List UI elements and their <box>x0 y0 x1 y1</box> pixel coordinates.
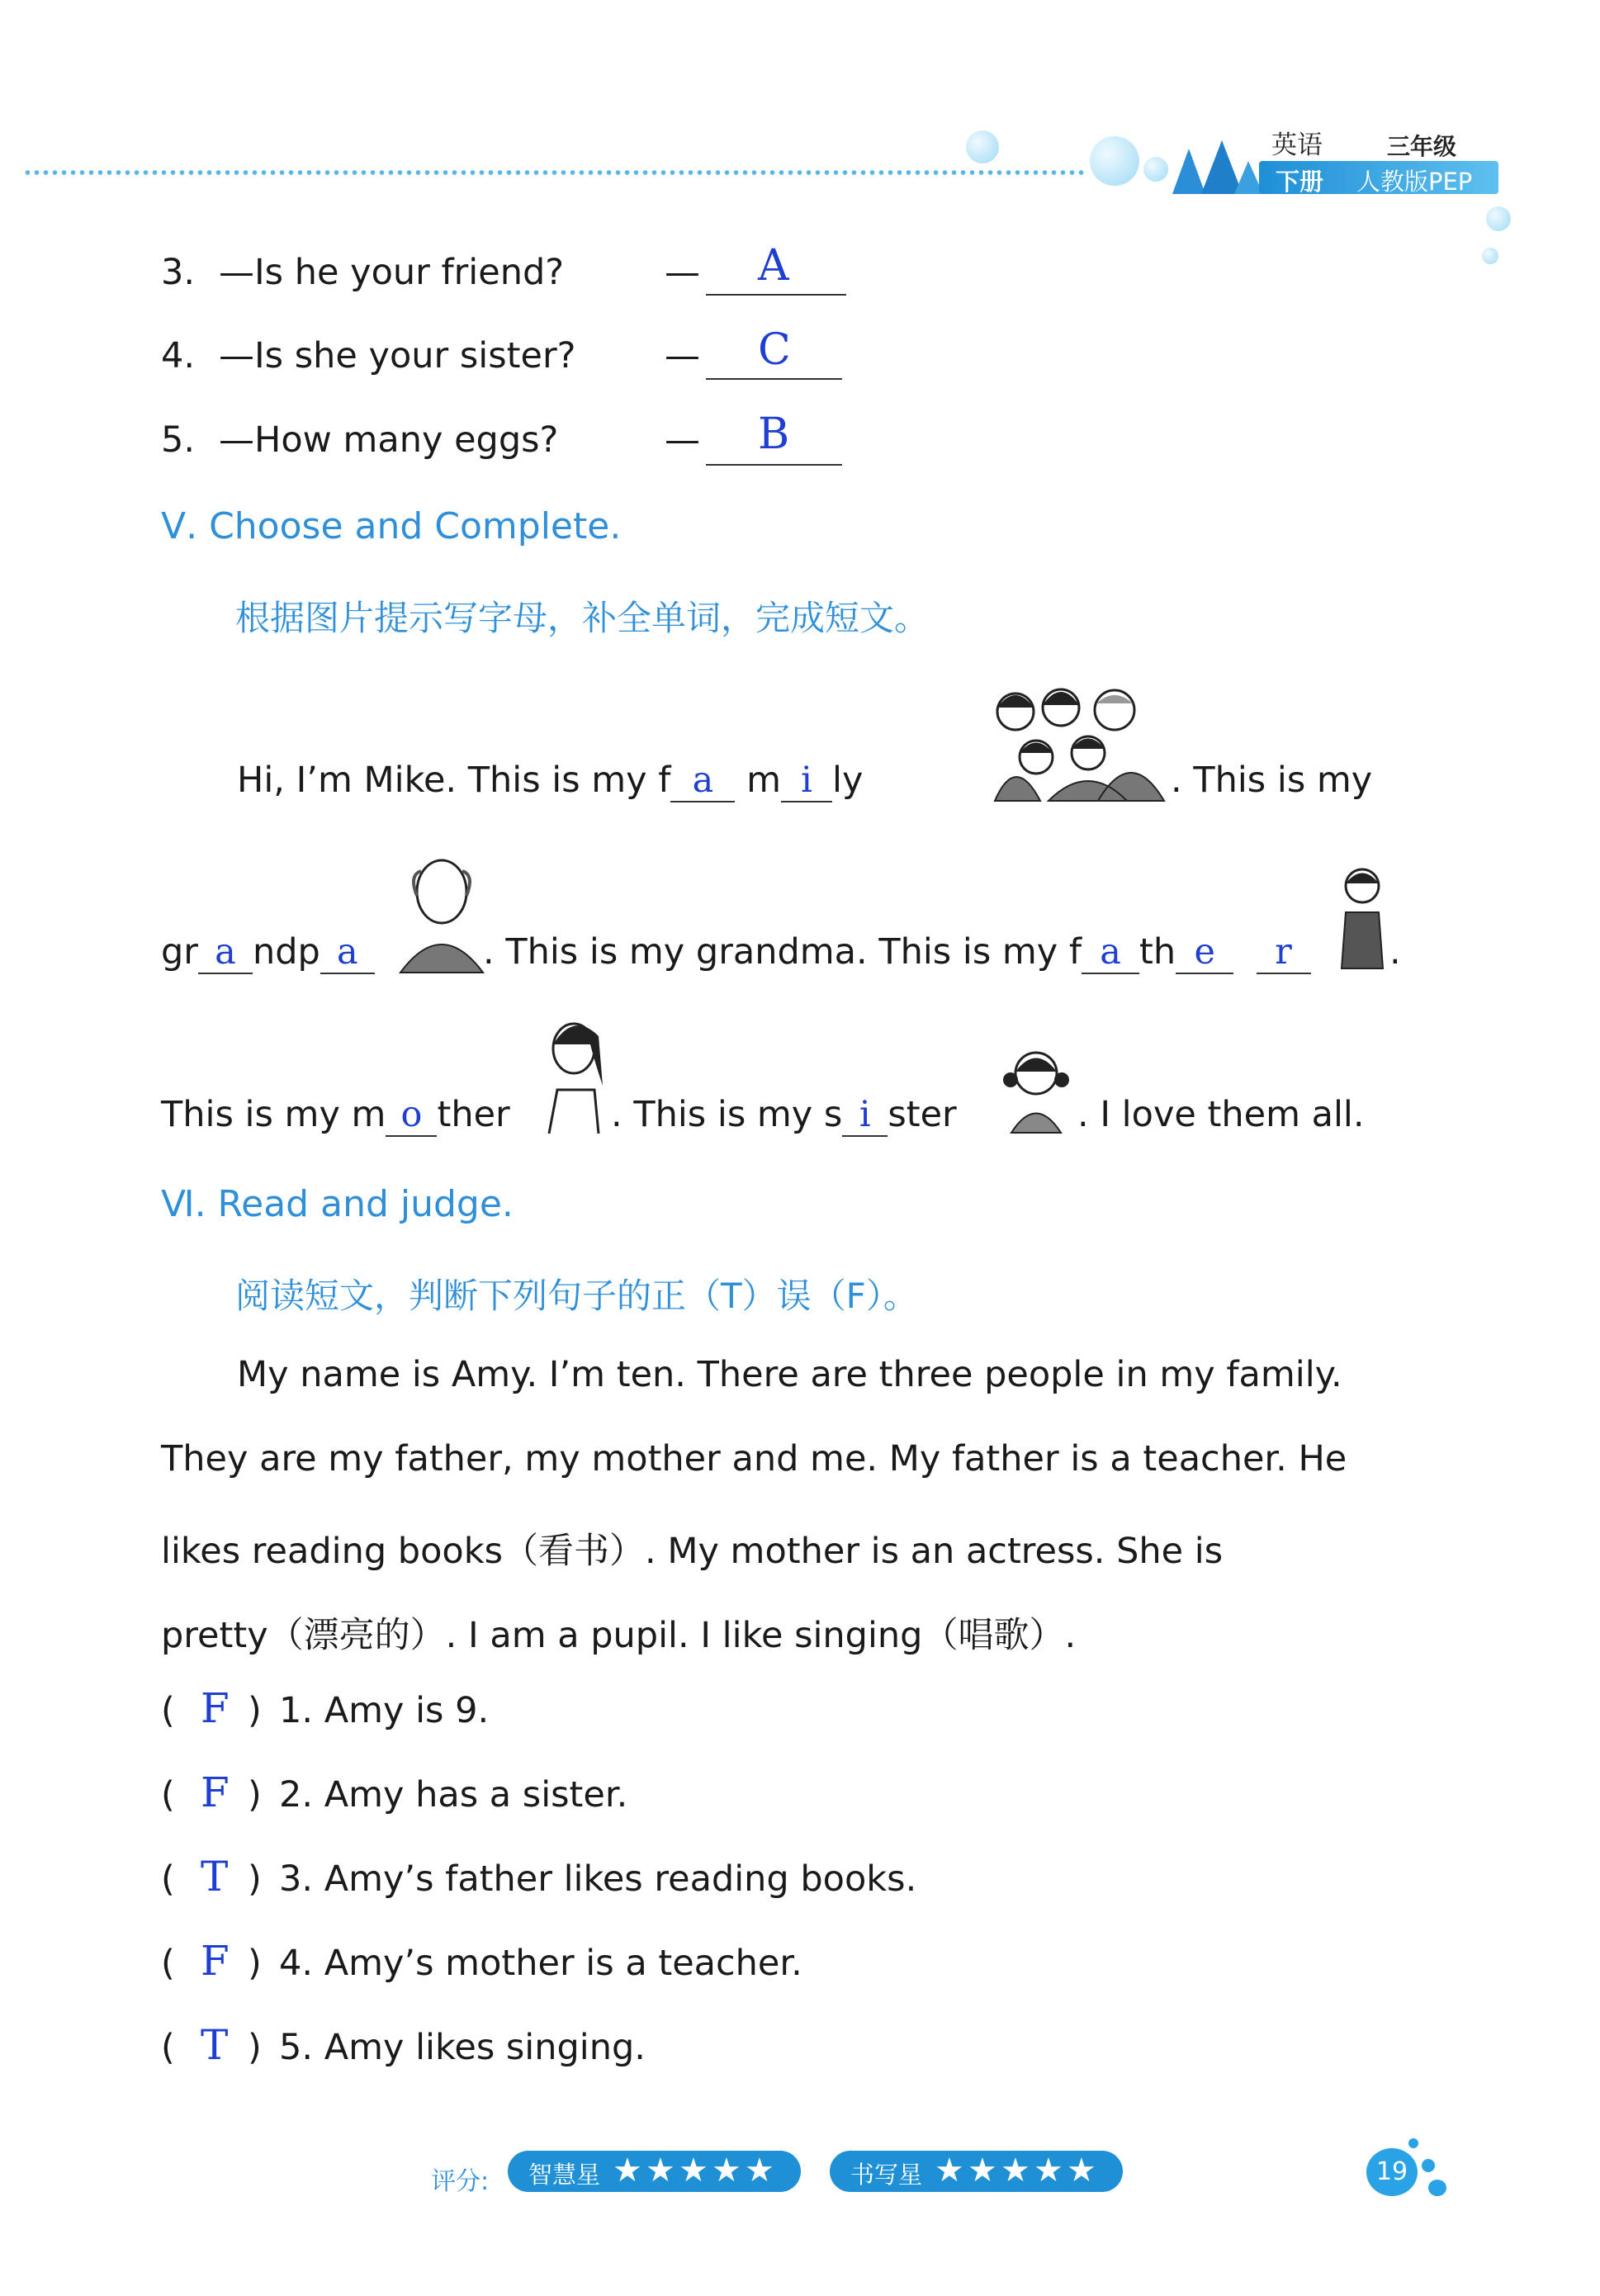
passage-line: They are my father, my mother and me. My father is a teacher. He <box>161 1438 1347 1479</box>
grandpa-picture-icon <box>396 850 487 974</box>
header-edition: 人教版PEP <box>1356 168 1473 196</box>
answer-blank <box>706 294 846 296</box>
judge-answer: T <box>201 2021 229 2069</box>
judge-answer: F <box>201 1684 230 1732</box>
decorative-bubble <box>1090 136 1139 186</box>
story-line-2: gr a ndp a <box>161 931 1399 974</box>
star-icon: ★ <box>613 2152 642 2189</box>
question-number: 5. <box>161 419 196 461</box>
decorative-bubble <box>966 130 999 163</box>
sister-picture-icon <box>999 1040 1073 1135</box>
judge-statement: 5. Amy likes singing. <box>279 2027 646 2068</box>
story-line-1: Hi, I’m Mike. This is my f a m i ly <box>237 760 864 801</box>
page-number: 19 <box>1366 2148 1418 2196</box>
answer-letter: C <box>758 325 791 375</box>
star-icon: ★ <box>712 2152 741 2189</box>
fill-answer: a <box>337 931 358 973</box>
fill-answer: i <box>859 1094 871 1135</box>
wisdom-star-label: 智慧星 <box>528 2161 601 2189</box>
star-icon: ★ <box>1001 2152 1030 2189</box>
story-line-3-end: . I love them all. <box>1077 1094 1365 1135</box>
question-text: —How many eggs? <box>219 419 559 461</box>
decorative-bubble <box>1482 248 1498 264</box>
judge-statement: 4. Amy’s mother is a teacher. <box>279 1943 802 1984</box>
fill-answer: a <box>215 931 236 973</box>
passage-line: My name is Amy. I’m ten. There are three people in my family. <box>237 1354 1342 1395</box>
passage-line: pretty（漂亮的）. I am a pupil. I like singing（唱歌）. <box>161 1615 1077 1656</box>
fill-answer: i <box>801 760 812 801</box>
judge-statement: 3. Amy’s father likes reading books. <box>279 1858 917 1900</box>
question-text: —Is he your friend? <box>219 252 565 293</box>
story-line-2-end: . <box>1389 931 1401 973</box>
fill-answer: a <box>692 760 714 801</box>
star-icon: ★ <box>646 2152 675 2189</box>
star-icon: ★ <box>1067 2152 1096 2189</box>
decorative-bubble <box>1486 206 1511 231</box>
answer-dash: — <box>665 419 700 461</box>
question-text: —Is she your sister? <box>219 335 576 376</box>
fill-answer: r <box>1275 931 1292 973</box>
judge-answer: F <box>201 1937 230 1985</box>
section5-heading: Ⅴ. Choose and Complete. <box>161 505 622 547</box>
father-picture-icon <box>1337 863 1387 970</box>
answer-blank <box>706 378 842 380</box>
star-icon: ★ <box>745 2152 774 2189</box>
tree-decoration-icon <box>1156 132 1271 198</box>
decorative-dot <box>1428 2180 1446 2196</box>
question-number: 3. <box>161 252 196 293</box>
answer-blank <box>706 464 842 466</box>
passage-line: likes reading books（看书）. My mother is an actress. She is <box>161 1531 1224 1572</box>
star-icon: ★ <box>968 2152 997 2189</box>
answer-letter: B <box>758 409 790 459</box>
story-line-1-end: . This is my <box>1171 760 1373 801</box>
decorative-dot <box>1422 2159 1435 2172</box>
fill-answer: o <box>400 1094 423 1135</box>
answer-dash: — <box>665 252 700 293</box>
star-icon: ★ <box>679 2152 708 2189</box>
fill-answer: e <box>1194 931 1215 973</box>
answer-letter: A <box>758 241 789 291</box>
star-icon: ★ <box>935 2152 964 2189</box>
score-label: 评分: <box>431 2167 490 2196</box>
question-number: 4. <box>161 335 196 376</box>
writing-star-label: 书写星 <box>850 2161 923 2189</box>
family-picture-icon <box>991 679 1168 802</box>
judge-answer: F <box>201 1768 230 1816</box>
judge-answer: T <box>201 1853 229 1901</box>
story-line-3-rest: . This is my s i ster <box>611 1094 957 1135</box>
header-grade: 三年级 <box>1387 133 1457 160</box>
header-dotted-line <box>23 169 1088 176</box>
decorative-dot <box>1408 2138 1418 2148</box>
header-volume: 下册 <box>1276 168 1324 196</box>
fill-answer: a <box>1100 931 1121 973</box>
answer-dash: — <box>665 335 700 376</box>
mother-picture-icon <box>537 1011 611 1135</box>
story-line-2-rest: . This is my grandma. This is my f a th e r <box>483 931 1391 974</box>
story-line-3: This is my m o ther <box>161 1094 510 1135</box>
judge-statement: 1. Amy is 9. <box>279 1690 490 1731</box>
star-icon: ★ <box>1034 2152 1063 2189</box>
judge-statement: 2. Amy has a sister. <box>279 1774 628 1815</box>
header-subject: 英语 <box>1271 130 1323 160</box>
section6-instruction: 阅读短文，判断下列句子的正（T）误（F）。 <box>235 1276 918 1316</box>
section6-heading: Ⅵ. Read and judge. <box>161 1183 514 1225</box>
section5-instruction: 根据图片提示写字母，补全单词，完成短文。 <box>235 598 930 638</box>
